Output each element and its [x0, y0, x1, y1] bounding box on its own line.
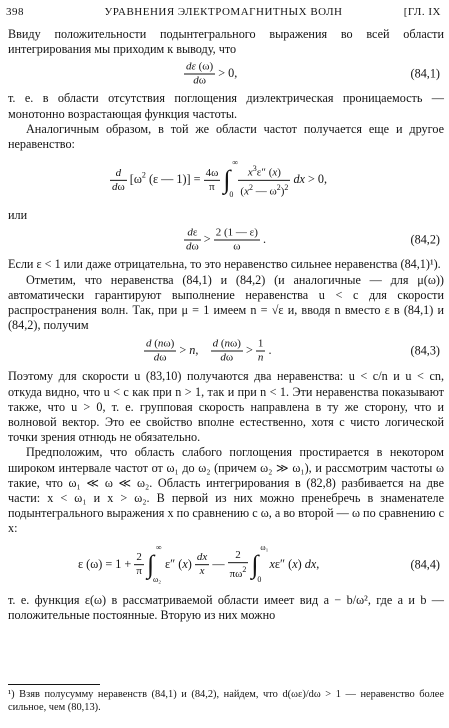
paragraph-6: Отметим, что неравенства (84,1) и (84,2) (и аналогичные — для μ(ω)) автоматически гарантируют выполнение неравенства u < c для скорости распространения волн. Так, при μ = 1 имеем n = √ε и, вводя n вместо ε в (84,1) и (84,2), получим: [8, 272, 444, 333]
paragraph-7: Поэтому для скорости u (83,10) получаются два неравенства: u < c/n и u < cn, откуда видно, что u < c как при n > 1, так и при n < 1. Эти неравенства показывают также, что u > 0, т. е. групповая скорость направлена в ту же сторону, что и волновой вектор. Это ее свойство вполне естественно, хотя с чисто логической точки зрения отнюдь не обязательно.: [8, 369, 444, 445]
running-header: [6, 6, 441, 22]
equation-84-3-formula: $\frac{d (n\omega)}{d\omega}$ > n, $\frac{d (n\omega)}{d\omega}$ > $\frac{1}{n}$ .: [146, 337, 272, 364]
equation-84-3: [8, 335, 444, 367]
chapter-label: [ГЛ. IX: [403, 6, 441, 18]
paragraph-9: т. е. функция ε(ω) в рассматриваемой области имеет вид a − b/ω², где a и b — положительные постоянные. Вторую из них можно: [8, 592, 444, 622]
equation-84-4-formula: ε (ω) = 1 + $\frac{2}{\pi}$ ∫ ∞ ω₂ ε″ (x) $\frac{dx}{x}$ — $\frac{2}{\pi\omega^2}$ ∫ ω₁ 0 xε″ (x) dx,: [78, 542, 320, 584]
equation-84-3-number: (84,3): [410, 343, 440, 358]
paragraph-1: Ввиду положительности подынтегрального выражения во всей области интегрирования мы приходим к выводу, что: [8, 27, 444, 57]
equation-84-2-formula: $\frac{d\varepsilon}{d\omega}$ > $\frac{2 (1 — \varepsilon)}{\omega}$ .: [186, 226, 267, 253]
equation-84-4-number: (84,4): [410, 557, 440, 572]
equation-84-2: [8, 225, 444, 255]
paragraph-3: Аналогичным образом, в той же области частот получается еще и другое неравенство:: [8, 121, 444, 152]
equation-inequality-formula: $\frac{d}{d\omega}$ [$\omega^2$ (ε — 1)] = $\frac{4\omega}{\pi}$ ∫ ∞ 0 $\frac{x^3\varepsilon'' (x)}{(x^2 — \omega^2)^2}$ dx > 0,: [112, 158, 328, 200]
equation-84-2-number: (84,2): [410, 232, 440, 247]
paragraph-2: т. е. в области отсутствия поглощения диэлектрическая проницаемость — монотонно возрастающая функция частоты.: [8, 91, 444, 121]
footnote-rule: [8, 684, 100, 685]
paragraph-4: или: [8, 208, 28, 223]
paragraph-8: Предположим, что область слабого поглощения простирается в некотором широком интервале частот от ω₁ до ω₂ (причем ω₂ ≫ ω₁), и рассмотрим частоты ω такие, что ω₁ ≪ ω ≪ ω₂. Область интегрирования в (82,8) разбивается на две части: x < ω₁ и x > ω₂. В первой из них можно пренебречь в знаменателе подынтегрального выражения x по сравнению с ω, а во второй — ω по сравнению с x:: [8, 445, 444, 536]
equation-84-1-formula: $\frac{d\varepsilon (\omega)}{d\omega}$ > 0,: [186, 60, 238, 87]
running-title: УРАВНЕНИЯ ЭЛЕКТРОМАГНИТНЫХ ВОЛН: [104, 6, 343, 18]
equation-84-1: [8, 59, 444, 89]
page-body: [8, 27, 444, 623]
equation-inequality: [8, 154, 444, 206]
page-number: 398: [6, 6, 24, 18]
paragraph-5: Если ε < 1 или даже отрицательна, то это неравенство сильнее неравенства (84,1)¹).: [8, 257, 441, 272]
equation-84-4: [8, 539, 444, 591]
equation-84-1-number: (84,1): [410, 66, 440, 81]
footnote: ¹) Взяв полусумму неравенств (84,1) и (84,2), найдем, что d(ωε)/dω > 1 — неравенство более сильное, чем (80,13).: [8, 689, 444, 713]
